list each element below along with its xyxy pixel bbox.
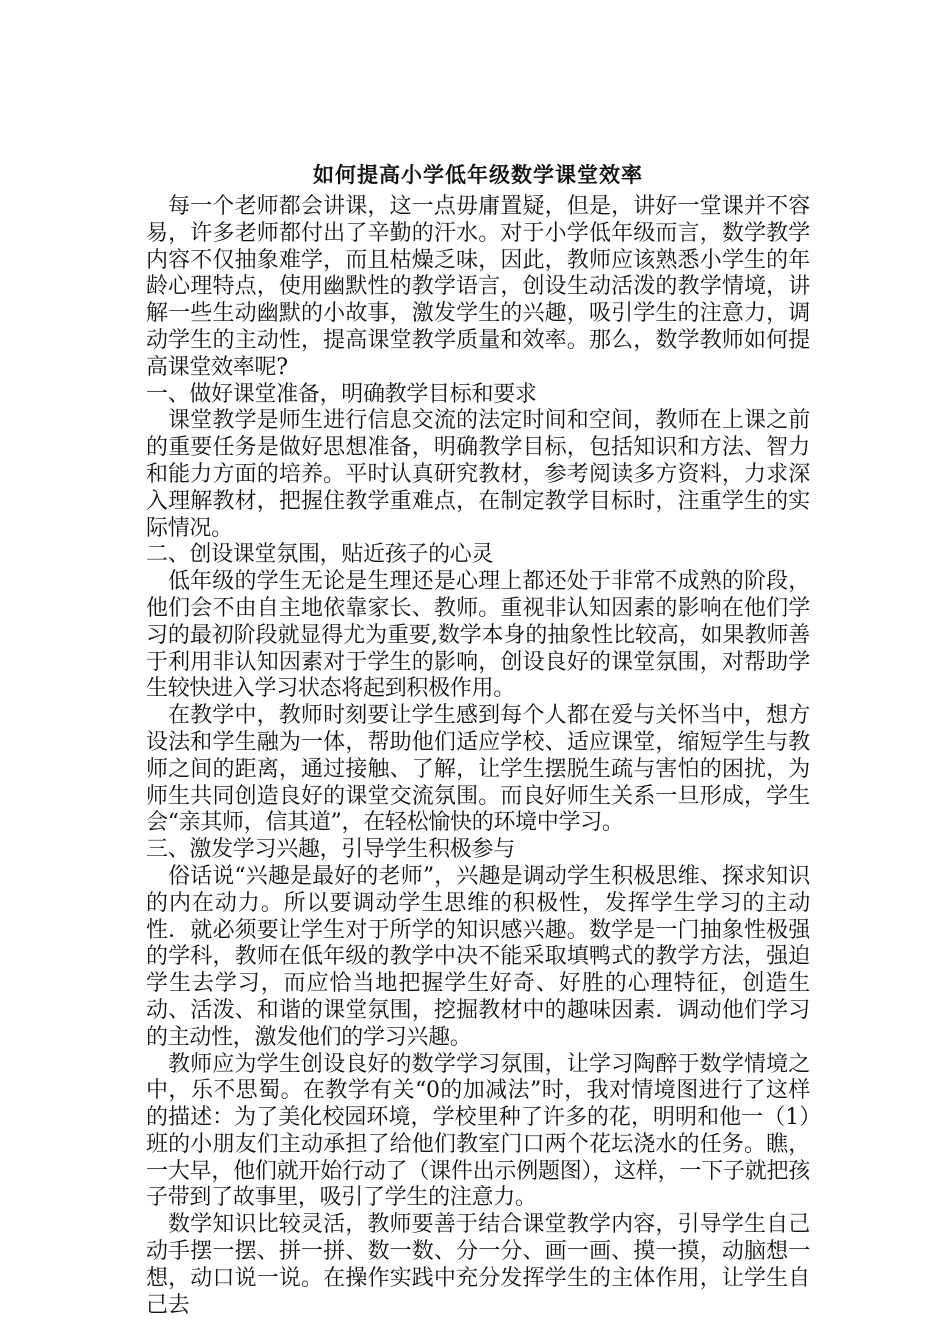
section-heading-2: 二、创设课堂氛围，贴近孩子的心灵 [146,542,494,568]
paragraph-section-2b: 在教学中，教师时刻要让学生感到每个人都在爱与关怀当中，想方设法和学生融为一体，帮助他们适应学校、适应课堂，缩短学生与教师之间的距离，通过接触、了解，让学生摆脱生疏与害怕的困扰，为师生共同创造良好的课堂交流氛围。而良好师生关系一旦形成，学生会“亲其师，信其道”，在轻松愉快的环境中学习。 [146,703,810,836]
paragraph-section-3c: 数学知识比较灵活，教师要善于结合课堂教学内容，引导学生自己动手摆一摆、拼一拼、数一数、分一分、画一画、摸一摸，动脑想一想，动口说一说。在操作实践中充分发挥学生的主体作用，让学生自己去 [146,1212,810,1318]
paragraph-section-1: 课堂教学是师生进行信息交流的法定时间和空间，教师在上课之前的重要任务是做好思想准备，明确教学目标，包括知识和方法、智力和能力方面的培养。平时认真研究教材，参考阅读多方资料，力求深入理解教材，把握住教学重难点，在制定教学目标时，注重学生的实际情况。 [146,408,810,541]
document-page [146,158,810,1319]
paragraph-section-2a: 低年级的学生无论是生理还是心理上都还处于非常不成熟的阶段，他们会不由自主地依靠家长、教师。重视非认知因素的影响在他们学习的最初阶段就显得尤为重要,数学本身的抽象性比较高，如果教师善于利用非认知因素对于学生的影响，创设良好的课堂氛围，对帮助学生较快进入学习状态将起到积极作用。 [146,569,810,702]
paragraph-section-3a: 俗话说“兴趣是最好的老师”，兴趣是调动学生积极思维、探求知识的内在动力。所以要调动学生思维的积极性，发挥学生学习的主动性．就必须要让学生对于所学的知识感兴趣。数学是一门抽象性极强的学科，教师在低年级的教学中决不能采取填鸭式的教学方法，强迫学生去学习，而应恰当地把握学生好奇、好胜的心理特征，创造生动、活泼、和谐的课堂氛围，挖掘教材中的趣味因素．调动他们学习的主动性，激发他们的学习兴趣。 [146,863,810,1050]
paragraph-section-3b: 教师应为学生创设良好的数学学习氛围，让学习陶醉于数学情境之中，乐不思蜀。在教学有关“0的加减法”时，我对情境图进行了这样的描述：为了美化校园环境，学校里种了许多的花，明明和他一（1）班的小朋友们主动承担了给他们教室门口两个花坛浇水的任务。瞧，一大早，他们就开始行动了（课件出示例题图），这样，一下子就把孩子带到了故事里，吸引了学生的注意力。 [146,1051,810,1211]
document-title: 如何提高小学低年级数学课堂效率 [313,163,643,187]
paragraph-intro: 每一个老师都会讲课，这一点毋庸置疑，但是，讲好一堂课并不容易，许多老师都付出了辛勤的汗水。对于小学低年级而言，数学教学内容不仅抽象难学，而且枯燥乏味，因此，教师应该熟悉小学生的年龄心理特点，使用幽默性的教学语言，创设生动活泼的教学情境，讲解一些生动幽默的小故事，激发学生的兴趣，吸引学生的注意力，调动学生的主动性，提高课堂教学质量和效率。那么，数学教师如何提高课堂效率呢? [146,194,810,380]
document-body [146,194,810,1319]
section-heading-3: 三、激发学习兴趣，引导学生积极参与 [146,837,515,863]
section-heading-1: 一、做好课堂准备，明确教学目标和要求 [146,381,537,407]
